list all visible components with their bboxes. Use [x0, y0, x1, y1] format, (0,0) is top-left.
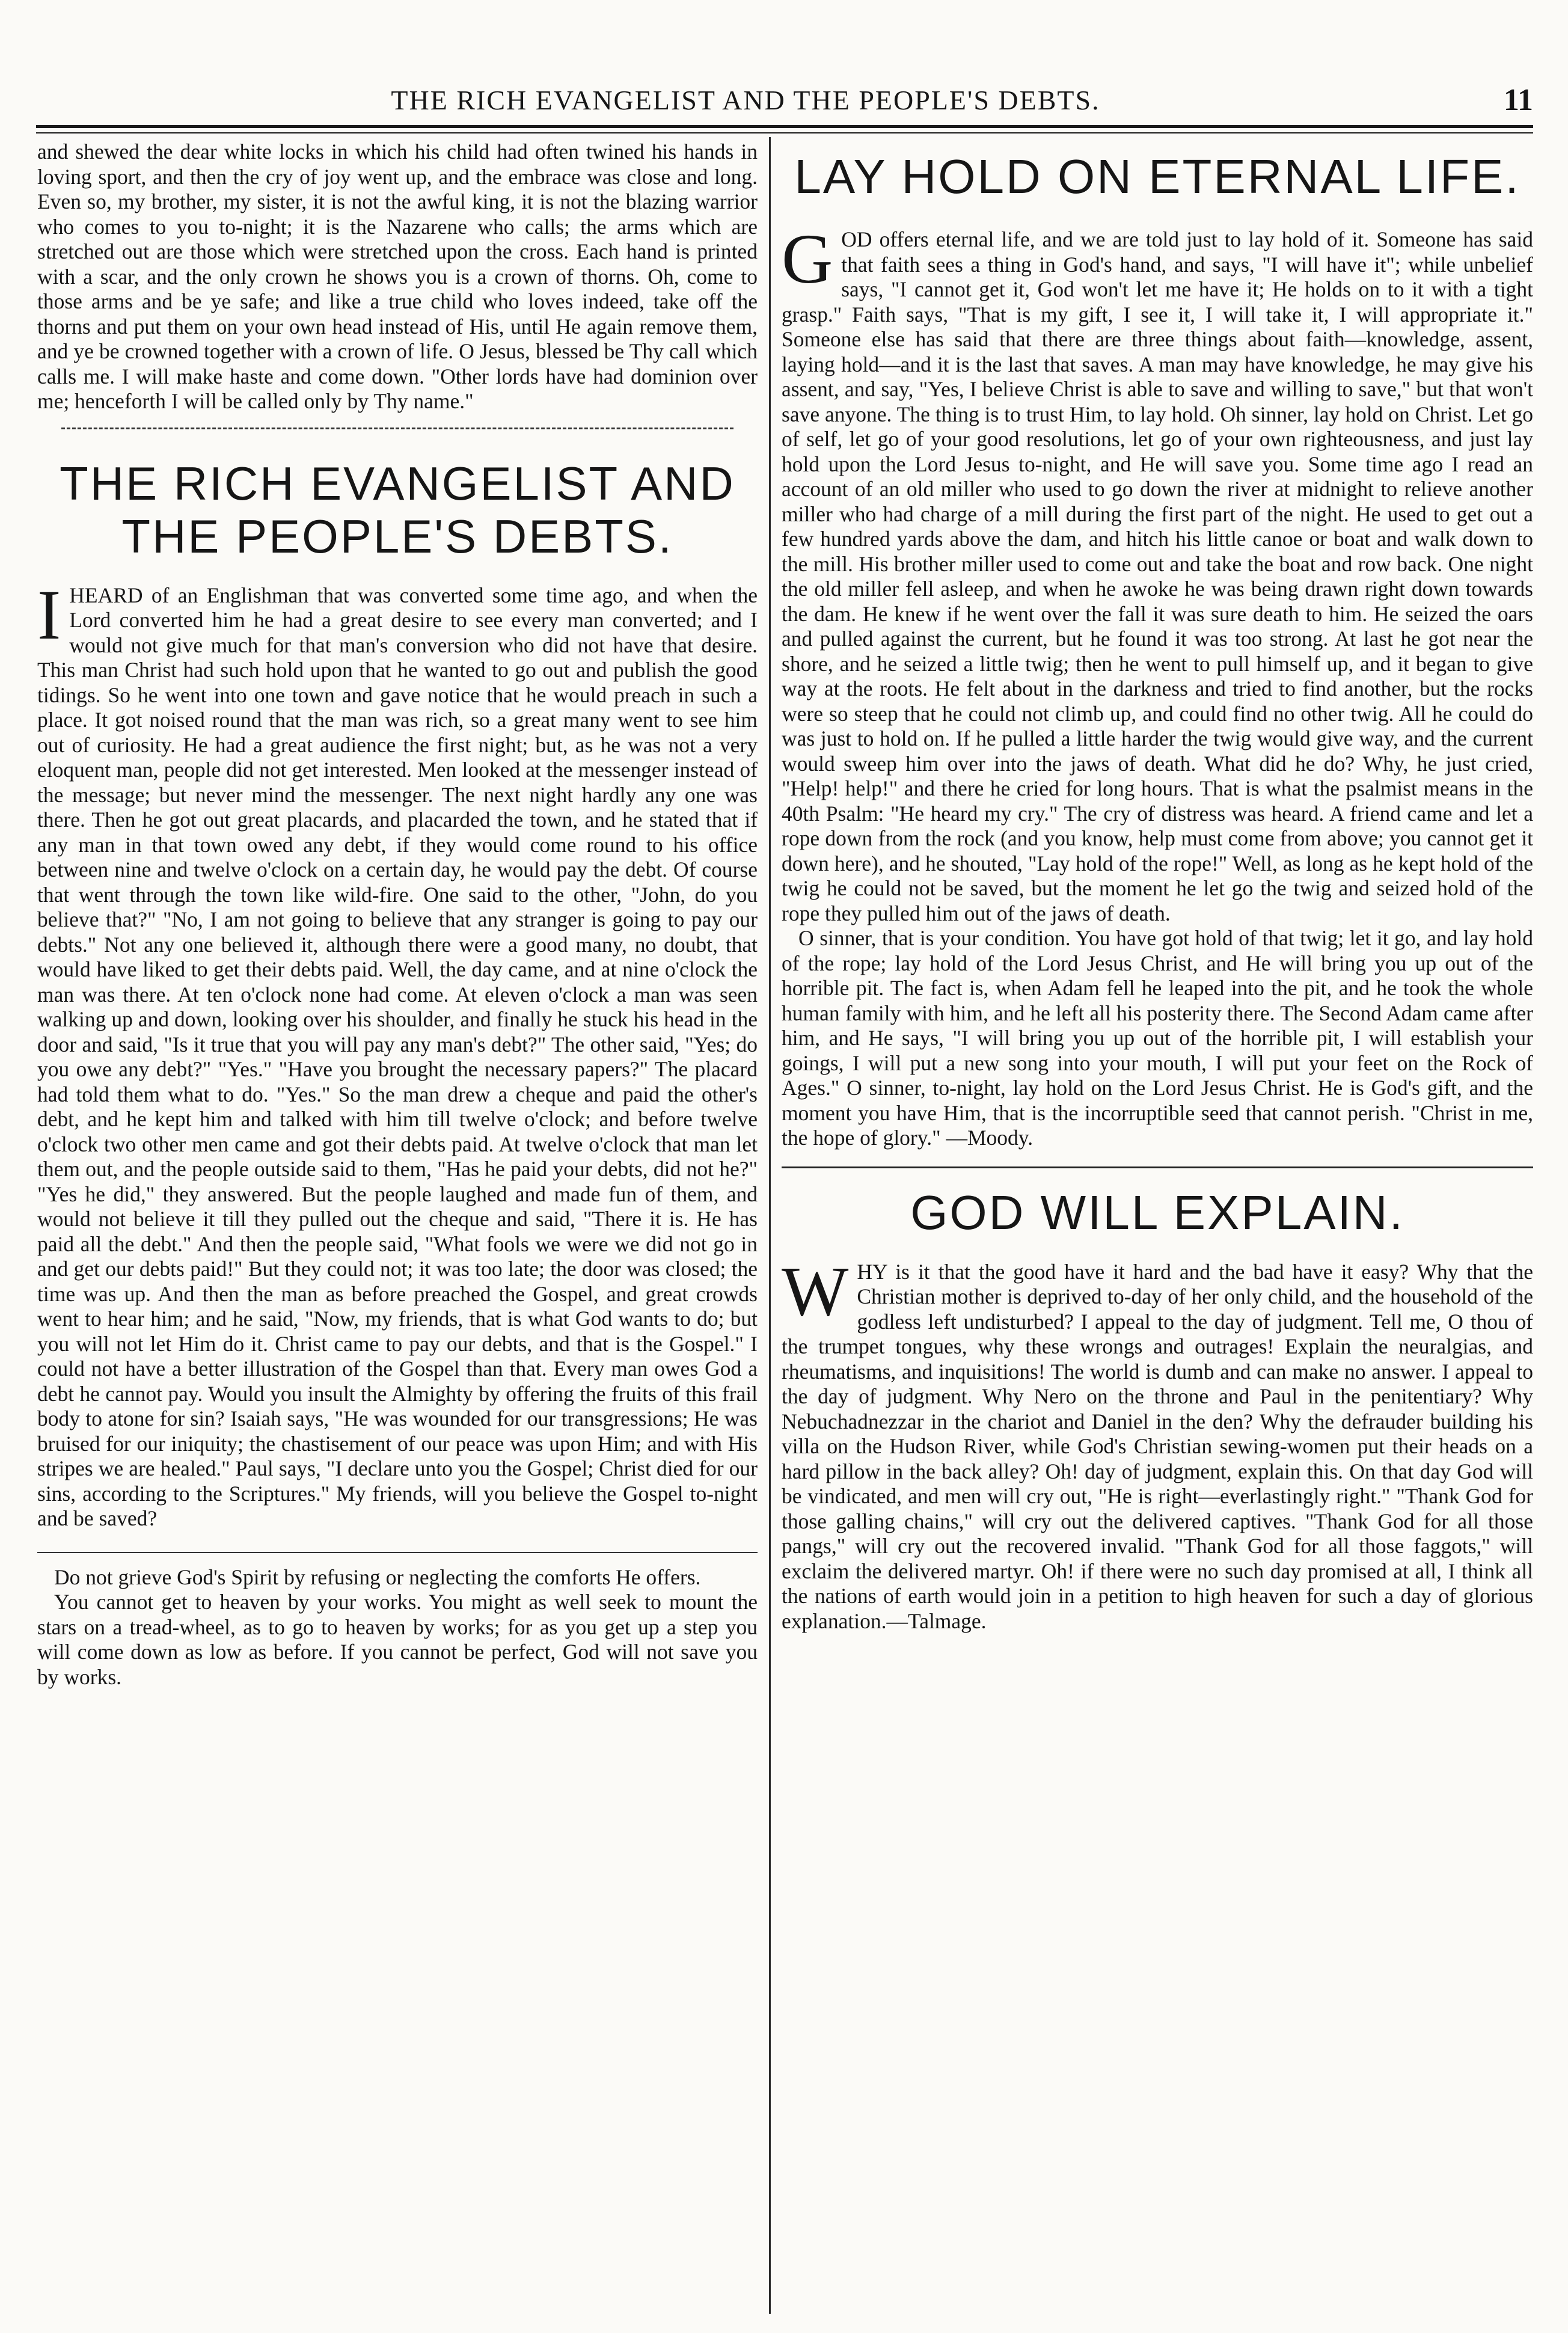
article-body-lay-hold [782, 219, 1533, 926]
section-divider [61, 428, 733, 429]
article-paragraph-sinner: O sinner, that is your condition. You have got hold of that twig; let it go, and lay hold of the rope; lay hold of the Lord Jesus Christ, and He will bring you up out of the horrible pit. The fact is, when Adam fell he leaped into the pit, and he took the whole human family with him, and he left all his posterity there. The Second Adam came after him, and He says, "I will bring you up out of the horrible pit, I will establish your goings, I will put a new song into your mouth, I will put your feet on the Rock of Ages." O sinner, to-night, lay hold on the Lord Jesus Christ. He is God's gift, and the moment you have Him, that is the incorruptible seed that cannot perish. "Christ in me, the hope of glory." —Moody. [782, 926, 1533, 1150]
article-title-lay-hold: LAY HOLD ON ETERNAL LIFE. [794, 150, 1521, 203]
column-divider [769, 137, 771, 2314]
running-title: THE RICH EVANGELIST AND THE PEOPLE'S DEBTS. [391, 85, 1100, 115]
article-title-god-will-explain: GOD WILL EXPLAIN. [910, 1185, 1404, 1239]
page-number: 11 [1503, 83, 1533, 117]
drop-cap: W [782, 1251, 849, 1331]
header-rule-thick [36, 125, 1533, 128]
note-works: You cannot get to heaven by your works. You might as well seek to mount the stars on a tread-wheel, as to go to heaven by works; for as you get up a step you will come down as low as before. If you cannot be perfect, God will not save you by works. [37, 1590, 758, 1689]
header-rule-thin [36, 132, 1533, 133]
drop-cap: G [782, 219, 833, 298]
section-divider-2 [37, 1552, 758, 1553]
article-body-rich-evangelist [37, 575, 758, 1531]
article-body-text: HY is it that the good have it hard and the bad have it easy? Why that the Christian mother is deprived to-day of her only child, and the household of the godless left undisturbed? I appeal to the day of judgment. Tell me, O thou of the trumpet tongues, why these wrongs and outrages! Explain the neuralgias, and rheumatisms, and inquisitions! The world is dumb and can make no answer. I appeal to the day of judgment. Why Nero on the throne and Paul in the penitentiary? Why Nebuchadnezzar in the chariot and Daniel in the den? Why the defrauder building his villa on the Hudson River, while God's Christian sewing-women put their heads on a hard pillow in the back alley? Oh! day of judgment, explain this. On that day God will be vindicated, and men will cry out, "He is right—everlastingly right." "Thank God for those galling chains," will cry out the delivered captives. "Thank God for all those pangs," will cry out the recovered invalid. "Thank God for all those faggots," will exclaim the delivered martyr. Oh! if there were no such day promised at all, I think all the nations of earth would join in a petition to high heaven for such a day of glorious explanation.—Talmage. [782, 1259, 1533, 1633]
article-body-text: HEARD of an Englishman that was converted some time ago, and when the Lord converted him he had a great desire to see every man converted; and I would not give much for that man's conversion who did not have that desire. This man Christ had such hold upon that he wanted to go out and publish the good tidings. So he went into one town and gave notice that he would preach in such a place. It got noised round that the man was rich, so a great many went to see him out of curiosity. He had a great audience the first night; but, as he was not a very eloquent man, people did not get interested. Men looked at the messenger instead of the message; but never mind the messenger. The next night hardly any one was there. Then he got out great placards, and placarded the town, and he stated that if any man in that town owed any debt, if they would come round to his office between nine and twelve o'clock on a certain day, he would pay the debt. Of course that went through the town like wild-fire. One said to the other, "John, do you believe that?" "No, I am not going to believe that any stranger is going to pay our debts." Not any one believed it, although there were a good many, no doubt, that would have liked to get their debts paid. Well, the day came, and at nine o'clock the man was there. At ten o'clock none had come. At eleven o'clock a man was seen walking up and down, looking over his shoulder, and finally he stuck his head in the door and said, "Is it true that you will pay any man's debt?" The other said, "Yes; do you owe any debt?" "Yes." "Have you brought the necessary papers?" The placard had told them what to do. "Yes." So the man drew a cheque and paid the other's debt, and he kept him and talked with him till twelve o'clock; and before twelve o'clock two other men came and got their debts paid. At twelve o'clock that man let them out, and the people outside said to them, "Has he paid your debts, did not he?" "Yes he did," they answered. But the people laughed and made fun of them, and would not believe it till they pulled out the cheque and said, "There it is. He has paid all the debt." And then the people said, "What fools we were we did not go in and get our debts paid!" But they could not; it was too late; the door was closed; the time was up. And then the man as before preached the Gospel, and great crowds went to hear him; and he said, "Now, my friends, that is what God wants to do; but you will not let Him do it. Christ came to pay our debts, and that is the Gospel." I could not have a better illustration of the Gospel than that. Every man owes God a debt he cannot pay. Would you insult the Almighty by offering the fruits of this frail body to atone for sin? Isaiah says, "He was wounded for our transgressions; He was bruised for our iniquity; the chastisement of our peace was upon Him; and with His stripes we are healed." Paul says, "I declare unto you the Gospel; Christ died for our sins, according to the Scriptures." My friends, will you believe the Gospel to-night and be saved? [37, 583, 758, 1530]
running-head [36, 81, 1533, 120]
article-body-text: OD offers eternal life, and we are told just to lay hold of it. Someone has said that faith sees a thing in God's hand, and says, "I will have it"; while unbelief says, "I cannot get it, God won't let me have it; He holds on to it with a tight grasp." Faith says, "That is my gift, I see it, I will take it, I will appropriate it." Someone else has said that there are three things about faith—knowledge, assent, laying hold—and it is the last that saves. A man may have knowledge, he may give his assent, and say, "Yes, I believe Christ is able to save and willing to save," but that won't save anyone. The thing is to trust Him, to lay hold. Oh sinner, lay hold on Christ. Let go of self, let go of your good resolutions, let go of your own righteousness, and just lay hold upon the Lord Jesus to-night, and He will save you. Some time ago I read an account of an old miller who used to go down the river at midnight to relieve another miller who had charge of a mill during the first part of the night. He used to get out a few hundred yards above the dam, and hitch his little canoe or boat and walk down to the mill. His brother miller used to come out and take the boat and row back. One night the old miller fell asleep, and when he awoke he was being drawn right down towards the dam. He knew if he went over the fall it was sure death to him. He seized the oars and pulled against the current, but he found it was too strong. At last he got near the shore, and he seized a little twig; then he went to pull himself up, and it began to give way at the roots. He felt about in the darkness and tried to find another, but the rocks were so steep that he could not climb up, and could find no other twig. All he could do was just to hold on. If he pulled a little harder the twig would give way, and the current would sweep him over into the jaws of death. What did he do? Why, he just cried, "Help! help!" and there he cried for long hours. That is what the psalmist means in the 40th Psalm: "He heard my cry." The cry of distress was heard. A friend came and let a rope down from the rock (and you know, help must come from above; you cannot get it down here), and he shouted, "Lay hold of the rope!" Well, as long as he kept hold of the twig he could not be saved, but the moment he let go the twig and seized hold of the rope they pulled him out of the jaws of death. [782, 227, 1533, 925]
article-title-rich-evangelist: THE RICH EVANGELIST AND THE PEOPLE'S DEBTS. [60, 456, 735, 563]
section-divider-right [782, 1166, 1533, 1168]
left-column [37, 139, 758, 1690]
continued-paragraph: and shewed the dear white locks in which his child had often twined his hands in loving sport, and then the cry of joy went up, and the embrace was close and long. Even so, my brother, my sister, it is not the awful king, it is not the blazing warrior who comes to you to-night; it is the Nazarene who calls; the arms which are stretched out are those which were stretched upon the cross. Each hand is printed with a scar, and the only crown he shows you is a crown of thorns. Oh, come to those arms and be ye safe; and like a true child who loves indeed, take off the thorns and put them on your own head instead of His, until He again remove them, and ye be crowned together with a crown of life. O Jesus, blessed be Thy call which calls me. I will make haste and come down. "Other lords have had dominion over me; henceforth I will be called only by Thy name." [37, 139, 758, 413]
note-grieve-spirit: Do not grieve God's Spirit by refusing or neglecting the comforts He offers. [54, 1565, 701, 1589]
right-column [782, 139, 1533, 1634]
article-body-god-will-explain [782, 1251, 1533, 1634]
drop-cap: I [37, 575, 61, 654]
